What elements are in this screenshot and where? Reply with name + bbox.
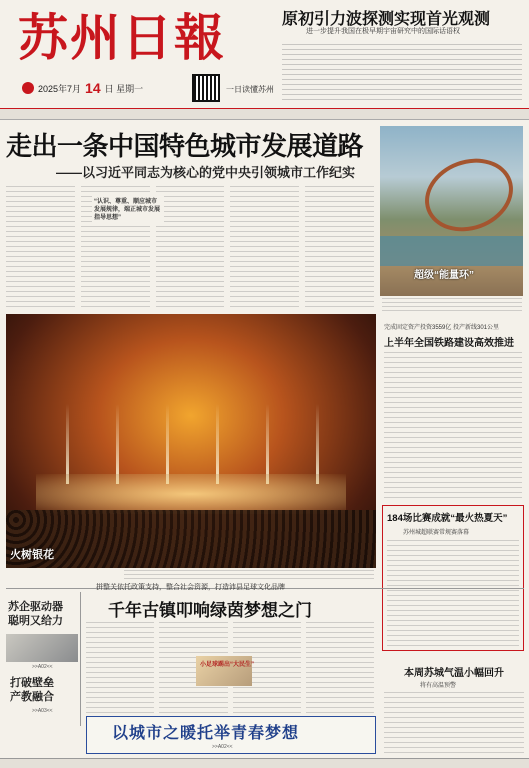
teaser-1-photo[interactable] [6, 634, 78, 662]
fountain-pool [36, 474, 346, 514]
energy-ring-photo[interactable] [380, 126, 523, 296]
fountain-jet [166, 404, 169, 484]
football-town-headline[interactable]: 千年古镇叩响绿茵梦想之门 [108, 601, 312, 620]
railway-body [384, 352, 522, 498]
page-footer [0, 758, 529, 768]
top-story-body [282, 44, 522, 102]
fireworks-photo[interactable] [6, 314, 376, 568]
fountain-jet [66, 404, 69, 484]
commentary-ref[interactable]: >>A02<< [212, 744, 233, 750]
mini-tag: 小足球踢出“大民生” [200, 662, 255, 668]
teaser-2-line: 打破壁垒 [10, 677, 54, 689]
fountain-jet [316, 404, 319, 484]
photo-label: 超级“能量环” [414, 270, 474, 281]
sidebar-teaser-1[interactable] [8, 600, 63, 628]
main-story-body [6, 186, 374, 310]
masthead [0, 0, 529, 106]
fireworks-caption [124, 570, 374, 580]
football-body [387, 540, 519, 648]
main-subhead: ——以习近平同志为核心的党中央引领城市工作纪实 [56, 165, 356, 180]
newspaper-logo: 苏州日報 [18, 8, 226, 67]
column-divider [80, 592, 81, 726]
text-column [305, 186, 374, 310]
ring-structure [415, 147, 523, 244]
text-column [86, 622, 154, 718]
text-column [306, 622, 374, 718]
issue-date [22, 80, 143, 96]
qr-code[interactable] [192, 74, 220, 102]
teaser-1-ref[interactable]: >>A02<< [32, 664, 53, 670]
water-area [380, 236, 523, 266]
text-column [156, 186, 225, 310]
main-headline[interactable]: 走出一条中国特色城市发展道路 [6, 131, 364, 161]
crowd [6, 510, 376, 568]
top-story-headline[interactable]: 原初引力波探测实现首光观测 [282, 11, 491, 28]
weather-subhead: 将有高温预警 [420, 683, 457, 689]
commentary-title: 以城市之暖托举青春梦想 [112, 723, 300, 742]
teaser-1-line: 苏企驱动器 [8, 601, 63, 613]
date-day: 14 [85, 80, 101, 96]
info-strip [0, 108, 529, 120]
qr-label: 一日读懂苏州 [226, 85, 274, 94]
fireworks-label: 火树银花 [10, 549, 54, 561]
teaser-1-line: 聪明又给力 [8, 615, 63, 627]
railway-headline[interactable]: 上半年全国铁路建设高效推进 [384, 338, 514, 349]
sidebar-teaser-2[interactable] [10, 676, 54, 704]
weather-headline[interactable]: 本周苏城气温小幅回升 [404, 668, 504, 679]
mini-photo[interactable] [196, 656, 255, 686]
teaser-2-line: 产教融合 [10, 691, 54, 703]
photo-caption [382, 298, 522, 312]
date-prefix: 2025年7月 [38, 83, 82, 94]
football-town-kicker: 拼整关依托政策支持，整合社会资源，打造沛县足球文化品牌 [96, 584, 285, 591]
football-story-box[interactable] [382, 505, 524, 651]
fountain-jet [116, 404, 119, 484]
fountain-jet [266, 404, 269, 484]
date-suffix: 日 星期一 [104, 83, 144, 94]
weather-body [384, 692, 524, 756]
fountain-jet [216, 404, 219, 484]
railway-kicker: 完成固定资产投资3559亿 投产新线301公里 [384, 325, 500, 331]
emblem-icon [22, 82, 34, 94]
text-column [6, 186, 75, 310]
top-story-subhead: 进一步提升我国在极早期宇宙研究中的国际话语权 [306, 28, 460, 35]
football-headline: 184场比赛成就“最火热夏天” [387, 513, 508, 524]
text-column [230, 186, 299, 310]
pull-quote: “认识、尊重、顺应城市发展规律，端正城市发展指导思想” [92, 196, 164, 224]
teaser-2-ref[interactable]: >>A03<< [32, 708, 53, 714]
football-subhead: 苏州城超联赛常规赛落幕 [403, 530, 470, 536]
